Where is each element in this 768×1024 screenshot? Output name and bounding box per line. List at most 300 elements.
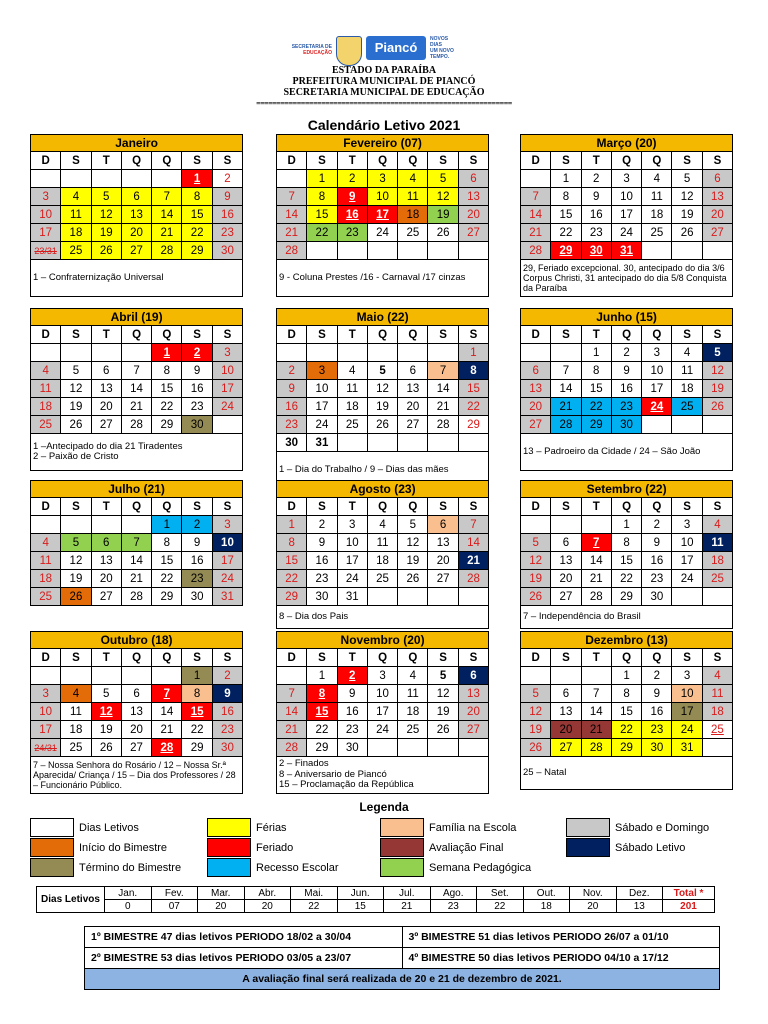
month-days-value: 23 [430, 900, 477, 913]
day-cell: 12 [428, 188, 458, 206]
day-cell [152, 667, 182, 685]
day-cell: 28 [521, 242, 551, 260]
day-cell: 6 [91, 362, 121, 380]
weekday-header: S [61, 649, 91, 667]
day-cell: 15 [611, 552, 641, 570]
day-cell [31, 344, 61, 362]
legend-swatch [207, 838, 251, 857]
weekday-header: Q [367, 498, 397, 516]
day-cell: 1 [182, 170, 212, 188]
day-cell: 17 [307, 398, 337, 416]
day-cell: 24 [337, 570, 367, 588]
day-cell: 17 [672, 703, 702, 721]
weekday-header: Q [642, 152, 672, 170]
day-cell: 6 [551, 685, 581, 703]
day-cell: 5 [91, 685, 121, 703]
day-cell: 3 [31, 188, 61, 206]
day-cell: 20 [428, 552, 458, 570]
day-cell: 8 [307, 685, 337, 703]
month-days-value: 20 [570, 900, 617, 913]
day-cell [551, 667, 581, 685]
day-cell: 3 [672, 667, 702, 685]
day-cell: 9 [642, 534, 672, 552]
day-cell: 21 [551, 398, 581, 416]
weekday-header: T [337, 152, 367, 170]
legend-swatch [380, 838, 424, 857]
month-abbr: Jun. [337, 887, 384, 900]
legend-swatch [30, 858, 74, 877]
day-cell: 15 [307, 206, 337, 224]
legend-title: Legenda [359, 800, 409, 814]
day-cell: 14 [428, 380, 458, 398]
month-title: Abril (19) [31, 309, 243, 326]
day-cell [212, 416, 242, 434]
day-cell: 4 [61, 685, 91, 703]
weekday-header: S [458, 649, 488, 667]
weekday-header: Q [398, 498, 428, 516]
day-cell: 16 [581, 206, 611, 224]
day-cell: 28 [121, 588, 151, 606]
day-cell: 26 [521, 588, 551, 606]
day-cell: 17 [367, 703, 397, 721]
day-cell [581, 516, 611, 534]
day-cell: 24 [367, 721, 397, 739]
day-cell: 1 [551, 170, 581, 188]
day-cell: 30 [182, 588, 212, 606]
day-cell: 13 [702, 188, 732, 206]
day-cell: 3 [611, 170, 641, 188]
day-cell: 13 [428, 534, 458, 552]
day-cell: 16 [277, 398, 307, 416]
day-cell [91, 516, 121, 534]
weekday-header: S [182, 326, 212, 344]
day-cell: 18 [61, 224, 91, 242]
day-cell: 8 [152, 534, 182, 552]
month-calendar [276, 134, 489, 297]
day-cell: 12 [672, 188, 702, 206]
legend-label: Família na Escola [429, 821, 517, 834]
day-cell: 21 [581, 570, 611, 588]
day-cell: 21 [121, 570, 151, 588]
day-cell: 27 [551, 739, 581, 757]
day-cell: 13 [521, 380, 551, 398]
day-cell: 4 [337, 362, 367, 380]
day-cell: 6 [398, 362, 428, 380]
weekday-header: S [458, 326, 488, 344]
legend-label: Término do Bimestre [79, 861, 182, 874]
day-cell: 20 [121, 721, 151, 739]
day-cell [31, 667, 61, 685]
day-cell: 4 [398, 170, 428, 188]
day-cell: 29 [581, 416, 611, 434]
weekday-header: D [277, 498, 307, 516]
day-cell: 10 [672, 685, 702, 703]
day-cell: 5 [61, 362, 91, 380]
day-cell: 24 [672, 721, 702, 739]
day-cell: 19 [428, 206, 458, 224]
day-cell [31, 242, 61, 260]
day-cell: 7 [551, 362, 581, 380]
day-cell: 2 [337, 667, 367, 685]
legend-item [30, 858, 181, 877]
month-abbr: Nov. [570, 887, 617, 900]
day-cell: 12 [521, 703, 551, 721]
legend-swatch [380, 858, 424, 877]
day-cell: 14 [521, 206, 551, 224]
day-cell: 22 [277, 570, 307, 588]
logo-secretaria-line1: SECRETARIA DE [291, 44, 332, 50]
day-cell: 15 [458, 380, 488, 398]
day-cell: 29 [152, 416, 182, 434]
month-days-value: 15 [337, 900, 384, 913]
month-calendar [276, 631, 489, 794]
legend-label: Recesso Escolar [256, 861, 339, 874]
day-cell: 27 [521, 416, 551, 434]
day-cell: 27 [458, 721, 488, 739]
weekday-header: D [31, 152, 61, 170]
day-cell: 29 [182, 242, 212, 260]
day-cell: 20 [121, 224, 151, 242]
day-cell: 27 [91, 588, 121, 606]
legend-label: Férias [256, 821, 287, 834]
day-cell: 4 [672, 344, 702, 362]
month-title: Setembro (22) [521, 481, 733, 498]
weekday-header: T [337, 498, 367, 516]
month-note: 9 - Coluna Prestes /16 - Carnaval /17 cinzas [277, 260, 489, 297]
day-cell: 7 [277, 188, 307, 206]
day-cell: 13 [458, 685, 488, 703]
legend-swatch [207, 858, 251, 877]
month-note: 7 – Independência do Brasil [521, 606, 733, 629]
day-cell: 25 [367, 570, 397, 588]
weekday-header: S [672, 152, 702, 170]
weekday-header: S [428, 649, 458, 667]
day-cell: 10 [31, 703, 61, 721]
day-cell: 16 [611, 380, 641, 398]
day-cell [31, 170, 61, 188]
day-cell: 11 [702, 534, 732, 552]
day-cell: 25 [398, 224, 428, 242]
day-cell [367, 588, 397, 606]
day-cell: 14 [581, 703, 611, 721]
day-cell: 9 [277, 380, 307, 398]
day-cell: 23 [642, 570, 672, 588]
month-note: 1 –Antecipado do dia 21 Tiradentes 2 – Paixão de Cristo [31, 434, 243, 471]
day-cell [91, 170, 121, 188]
month-note: 8 – Dia dos Pais [277, 606, 489, 629]
day-cell: 18 [398, 703, 428, 721]
day-cell: 10 [337, 534, 367, 552]
weekday-header: S [672, 326, 702, 344]
day-cell [277, 344, 307, 362]
month-abbr: Out. [523, 887, 570, 900]
day-cell [398, 242, 428, 260]
day-cell: 7 [121, 534, 151, 552]
month-abbr: Mar. [198, 887, 245, 900]
day-cell: 15 [581, 380, 611, 398]
day-cell: 5 [91, 188, 121, 206]
day-cell: 8 [152, 362, 182, 380]
day-cell: 15 [152, 380, 182, 398]
weekday-header: S [702, 326, 732, 344]
day-cell: 5 [398, 516, 428, 534]
day-cell [61, 516, 91, 534]
weekday-header: Q [152, 649, 182, 667]
month-calendar [276, 308, 489, 489]
day-cell: 14 [152, 206, 182, 224]
weekday-header: S [182, 649, 212, 667]
day-cell: 4 [61, 188, 91, 206]
weekday-header: S [61, 498, 91, 516]
weekday-header: S [212, 498, 242, 516]
weekday-header: S [702, 498, 732, 516]
day-cell [672, 416, 702, 434]
day-cell: 26 [61, 588, 91, 606]
day-cell: 12 [61, 380, 91, 398]
day-cell: 26 [521, 739, 551, 757]
legend-item [207, 818, 287, 837]
weekday-header: S [182, 498, 212, 516]
day-cell: 6 [428, 516, 458, 534]
day-cell: 15 [551, 206, 581, 224]
weekday-header: Q [611, 498, 641, 516]
day-cell: 12 [367, 380, 397, 398]
day-cell: 2 [182, 344, 212, 362]
weekday-header: Q [611, 152, 641, 170]
day-cell: 17 [212, 552, 242, 570]
day-cell: 26 [61, 416, 91, 434]
month-abbr: Set. [477, 887, 524, 900]
month-title: Agosto (23) [277, 481, 489, 498]
day-cell: 20 [702, 206, 732, 224]
slogan-2: DIAS [430, 42, 442, 48]
weekday-header: S [458, 498, 488, 516]
day-cell: 9 [212, 685, 242, 703]
day-cell: 14 [581, 552, 611, 570]
day-cell: 19 [521, 721, 551, 739]
day-cell: 3 [212, 516, 242, 534]
day-cell: 18 [398, 206, 428, 224]
day-cell: 15 [182, 703, 212, 721]
weekday-header: Q [398, 649, 428, 667]
day-cell: 28 [428, 416, 458, 434]
month-title: Julho (21) [31, 481, 243, 498]
day-cell: 10 [31, 206, 61, 224]
day-cell: 26 [672, 224, 702, 242]
day-cell: 30 [212, 242, 242, 260]
legend-item [380, 818, 516, 837]
day-cell [337, 344, 367, 362]
weekday-header: S [458, 152, 488, 170]
month-days-value: 22 [291, 900, 338, 913]
day-cell: 22 [307, 721, 337, 739]
day-cell: 6 [121, 188, 151, 206]
weekday-header: S [61, 326, 91, 344]
day-cell: 1 [611, 516, 641, 534]
day-cell: 22 [581, 398, 611, 416]
day-cell: 31 [337, 588, 367, 606]
day-cell [398, 344, 428, 362]
day-cell: 7 [277, 685, 307, 703]
weekday-header: D [521, 649, 551, 667]
month-note: 25 – Natal [521, 757, 733, 790]
day-cell: 16 [212, 703, 242, 721]
weekday-header: S [428, 326, 458, 344]
day-cell: 7 [581, 534, 611, 552]
day-number: 24/31 [34, 742, 57, 753]
bimester-2: 2º BIMESTRE 53 dias letivos PERIODO 03/05 a 23/07 [85, 948, 403, 969]
day-cell: 2 [277, 362, 307, 380]
day-cell: 28 [581, 588, 611, 606]
weekday-header: T [91, 152, 121, 170]
month-title: Fevereiro (07) [277, 135, 489, 152]
day-cell: 8 [277, 534, 307, 552]
weekday-header: Q [367, 326, 397, 344]
weekday-header: Q [642, 326, 672, 344]
day-cell: 25 [702, 570, 732, 588]
day-cell: 3 [672, 516, 702, 534]
day-cell: 29 [182, 739, 212, 757]
slogan-1: NOVOS [430, 36, 449, 42]
day-cell: 13 [551, 552, 581, 570]
day-cell: 26 [398, 570, 428, 588]
day-cell: 22 [152, 398, 182, 416]
day-cell: 16 [307, 552, 337, 570]
day-cell: 11 [398, 188, 428, 206]
day-cell [458, 588, 488, 606]
day-cell: 31 [672, 739, 702, 757]
bimester-table [84, 926, 720, 990]
day-cell: 30 [307, 588, 337, 606]
day-cell: 25 [61, 242, 91, 260]
day-cell: 18 [672, 380, 702, 398]
day-cell [702, 588, 732, 606]
legend-swatch [380, 818, 424, 837]
day-cell: 1 [152, 516, 182, 534]
day-cell [428, 739, 458, 757]
day-cell: 11 [367, 534, 397, 552]
day-cell: 16 [212, 206, 242, 224]
day-cell [91, 344, 121, 362]
day-cell: 6 [551, 534, 581, 552]
day-cell: 30 [642, 739, 672, 757]
day-cell: 17 [31, 224, 61, 242]
month-days-value: 13 [616, 900, 663, 913]
month-note: 7 – Nossa Senhora do Rosário / 12 – Nossa Sr.ª Aparecida/ Criança / 15 – Dia dos Professores / 28 – Funcionário Público. [31, 757, 243, 794]
month-days-value: 0 [105, 900, 152, 913]
day-cell: 23 [307, 570, 337, 588]
month-calendar [30, 308, 243, 471]
weekday-header: D [31, 326, 61, 344]
day-cell: 10 [307, 380, 337, 398]
day-cell: 13 [458, 188, 488, 206]
day-cell: 3 [367, 667, 397, 685]
day-cell [398, 434, 428, 452]
weekday-header: S [307, 498, 337, 516]
day-cell: 3 [337, 516, 367, 534]
month-note: 1 – Dia do Trabalho / 9 – Dias das mães [277, 452, 489, 489]
day-cell: 21 [277, 721, 307, 739]
day-cell: 23 [182, 398, 212, 416]
day-cell: 18 [702, 552, 732, 570]
day-cell: 14 [277, 703, 307, 721]
day-cell: 11 [642, 188, 672, 206]
day-cell [428, 434, 458, 452]
day-cell: 30 [611, 416, 641, 434]
legend-item [207, 858, 339, 877]
day-cell [428, 344, 458, 362]
day-cell: 22 [551, 224, 581, 242]
header-secretaria: SECRETARIA MUNICIPAL DE EDUCAÇÃO [283, 87, 485, 98]
legend-item [380, 858, 531, 877]
day-cell: 29 [458, 416, 488, 434]
weekday-header: S [307, 326, 337, 344]
day-cell: 4 [702, 667, 732, 685]
month-abbr: Ago. [430, 887, 477, 900]
weekday-header: D [277, 152, 307, 170]
weekday-header: Q [611, 649, 641, 667]
month-days-value: 20 [244, 900, 291, 913]
day-cell: 5 [521, 685, 551, 703]
header-separator: =============================================================== [256, 99, 512, 108]
day-cell [121, 344, 151, 362]
day-cell: 19 [521, 570, 551, 588]
weekday-header: D [521, 326, 551, 344]
day-cell: 2 [642, 516, 672, 534]
day-cell: 24 [672, 570, 702, 588]
day-cell [398, 588, 428, 606]
day-cell: 5 [367, 362, 397, 380]
month-calendar [276, 480, 489, 629]
day-cell [367, 344, 397, 362]
month-calendar [520, 631, 733, 790]
day-cell: 12 [521, 552, 551, 570]
weekday-header: S [428, 152, 458, 170]
day-cell [521, 516, 551, 534]
legend-swatch [566, 838, 610, 857]
day-cell: 8 [611, 685, 641, 703]
day-cell [61, 344, 91, 362]
day-cell: 30 [277, 434, 307, 452]
day-cell: 19 [672, 206, 702, 224]
day-cell: 11 [31, 380, 61, 398]
month-calendar [30, 480, 243, 606]
logo-secretaria-line2: EDUCAÇÃO [303, 50, 332, 56]
day-cell: 2 [212, 667, 242, 685]
day-cell: 1 [307, 667, 337, 685]
day-cell: 12 [398, 534, 428, 552]
month-note: 29, Feriado excepcional. 30, antecipado do dia 3/6 Corpus Christi, 31 antecipado do dia 5/8 Conquista da Paraíba [521, 260, 733, 297]
day-cell: 17 [642, 380, 672, 398]
weekday-header: S [551, 649, 581, 667]
day-cell: 27 [91, 416, 121, 434]
weekday-header: T [91, 649, 121, 667]
weekday-header: D [31, 498, 61, 516]
day-cell: 8 [182, 685, 212, 703]
logo-bar [0, 28, 768, 68]
day-cell: 14 [551, 380, 581, 398]
day-cell: 5 [672, 170, 702, 188]
day-cell: 27 [121, 242, 151, 260]
month-abbr: Jul. [384, 887, 431, 900]
day-cell: 26 [91, 242, 121, 260]
day-cell: 21 [152, 721, 182, 739]
legend-label: Feriado [256, 841, 294, 854]
day-cell [121, 667, 151, 685]
day-cell [521, 170, 551, 188]
day-cell: 13 [551, 703, 581, 721]
weekday-header: S [672, 498, 702, 516]
